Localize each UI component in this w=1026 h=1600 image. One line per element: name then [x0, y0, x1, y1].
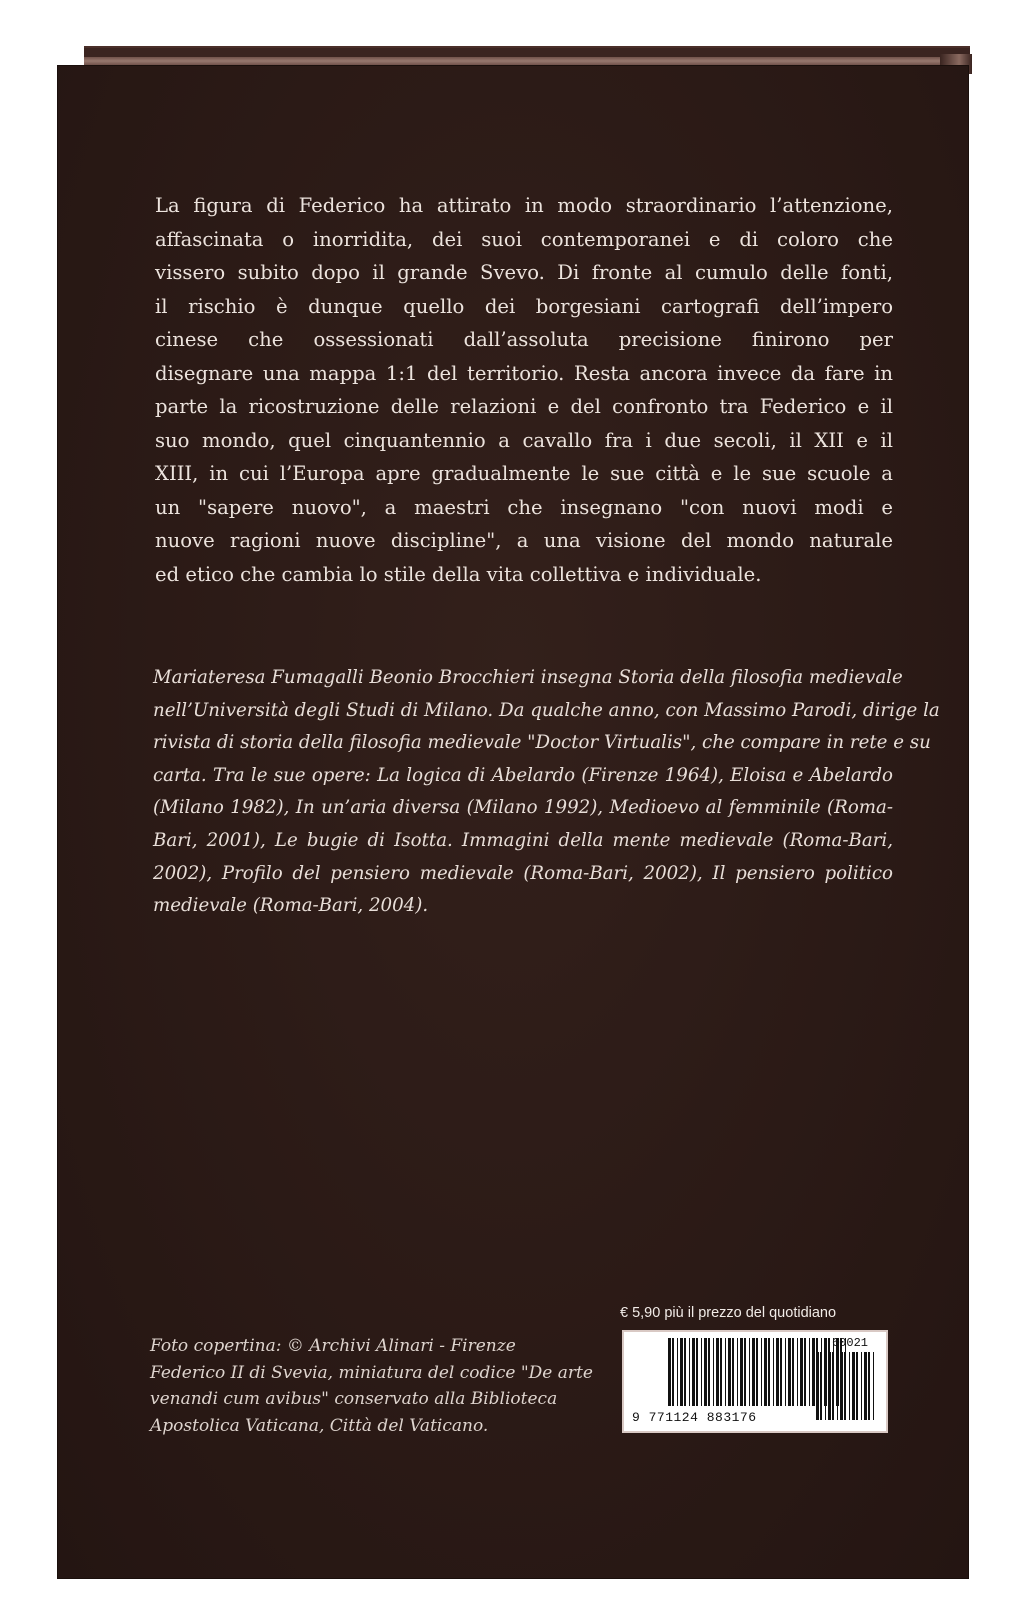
barcode-bar [708, 1338, 710, 1406]
barcode-bar [725, 1338, 726, 1406]
barcode [622, 1330, 888, 1433]
bio-line: carta. Tra le sue opere: La logica di Abelardo (Firenze 1964), Eloisa e Abelardo [153, 764, 893, 786]
barcode-bar [768, 1338, 770, 1406]
bio-line: 2002), Profilo del pensiero medievale (Roma-Bari, 2002), Il pensiero politico [153, 862, 893, 884]
barcode-bar [744, 1338, 746, 1406]
barcode-bar [716, 1338, 719, 1406]
barcode-bar [737, 1338, 738, 1406]
barcode-bar [780, 1338, 782, 1406]
barcode-bar [788, 1338, 791, 1406]
blurb-line: suo mondo, quel cinquantennio a cavallo fra i due secoli, il XII e il [155, 428, 893, 452]
barcode-addon-bars [816, 1352, 876, 1420]
barcode-bar [797, 1338, 798, 1406]
barcode-bar [761, 1338, 762, 1406]
bio-line: Mariateresa Fumagalli Beonio Brocchieri insegna Storia della filosofia medievale [153, 667, 903, 688]
barcode-bar [832, 1352, 834, 1420]
cover-photo-credits [150, 1333, 593, 1439]
credits-line: venandi cum avibus" conservato alla Biblioteca [150, 1389, 558, 1410]
barcode-bar [776, 1338, 779, 1406]
barcode-bar [672, 1338, 674, 1406]
bio-line: rivista di storia della filosofia medievale "Doctor Virtualis", che compare in rete e su [153, 732, 931, 754]
blurb-line: affascinata o inorridita, dei suoi contemporanei e di coloro che [155, 227, 893, 251]
barcode-bar [732, 1338, 734, 1406]
barcode-bar [680, 1338, 683, 1406]
barcode-bar [804, 1338, 806, 1406]
barcode-bar [800, 1338, 803, 1406]
barcode-bar [728, 1338, 731, 1406]
blurb-line: nuove ragioni nuove discipline", a una visione del mondo naturale [155, 529, 893, 552]
barcode-bar [873, 1352, 874, 1420]
barcode-bar [816, 1352, 819, 1420]
blurb-line: un "sapere nuovo", a maestri che insegnano "con nuovi modi e [155, 495, 893, 519]
barcode-bar [820, 1352, 822, 1420]
barcode-bar [868, 1352, 870, 1420]
barcode-bar [704, 1338, 707, 1406]
barcode-number: 9 771124 883176 [632, 1410, 757, 1425]
blurb-line: disegnare una mappa 1:1 del territorio. Resta ancora invece da fare in [155, 361, 893, 385]
barcode-bar [864, 1352, 867, 1420]
credits-line: Foto copertina: © Archivi Alinari - Firenze [150, 1336, 516, 1356]
barcode-bar [852, 1352, 855, 1420]
barcode-bar [677, 1338, 678, 1406]
barcode-bar [740, 1338, 743, 1406]
blurb-line: vissero subito dopo il grande Svevo. Di fronte al cumulo delle fonti, [155, 261, 893, 284]
bio-line: (Milano 1982), In un’aria diversa (Milano 1992), Medioevo al femminile (Roma- [153, 797, 893, 819]
barcode-addon-number: 60021 [831, 1336, 868, 1350]
blurb-line: XIII, in cui l’Europa apre gradualmente le sue città e le sue scuole a [155, 462, 893, 485]
barcode-bar [764, 1338, 767, 1406]
barcode-bar [785, 1338, 786, 1406]
blurb-line: parte la ricostruzione delle relazioni e del confronto tra Federico e il [155, 395, 893, 418]
barcode-bar [701, 1338, 702, 1406]
blurb-line: La figura di Federico ha attirato in modo straordinario l’attenzione, [155, 194, 893, 217]
barcode-bar [684, 1338, 686, 1406]
blurb-line: cinese che ossessionati dall’assoluta precisione finirono per [155, 328, 893, 351]
price-label: € 5,90 più il prezzo del quotidiano [620, 1305, 837, 1321]
barcode-bar [844, 1352, 846, 1420]
bio-line: Bari, 2001), Le bugie di Isotta. Immagini della mente medievale (Roma-Bari, [153, 829, 893, 851]
barcode-bar [752, 1338, 755, 1406]
author-bio [153, 662, 940, 923]
barcode-bar [825, 1352, 826, 1420]
barcode-bar [668, 1338, 671, 1406]
barcode-bar [696, 1338, 698, 1406]
credits-line: Apostolica Vaticana, Città del Vaticano. [150, 1415, 489, 1436]
bio-line: medievale (Roma-Bari, 2004). [153, 895, 429, 917]
barcode-bar [689, 1338, 690, 1406]
blurb-text [155, 189, 893, 591]
barcode-bar [849, 1352, 850, 1420]
barcode-bar [756, 1338, 758, 1406]
barcode-bar [713, 1338, 714, 1406]
barcode-bar [773, 1338, 774, 1406]
barcode-bar [809, 1338, 810, 1406]
credits-line: Federico II di Svevia, miniatura del codice "De arte [150, 1362, 593, 1383]
barcode-bar [812, 1338, 815, 1406]
blurb-line: ed etico che cambia lo stile della vita collettiva e individuale. [155, 562, 762, 586]
barcode-bar [692, 1338, 695, 1406]
barcode-bar [792, 1338, 794, 1406]
barcode-bar [837, 1352, 838, 1420]
barcode-bar [861, 1352, 862, 1420]
bio-line: nell’Università degli Studi di Milano. Da qualche anno, con Massimo Parodi, dirige la [153, 699, 940, 721]
pages-edge-stripe [84, 57, 970, 65]
barcode-bar [856, 1352, 858, 1420]
barcode-bar [828, 1352, 831, 1420]
barcode-bar [749, 1338, 750, 1406]
blurb-line: il rischio è dunque quello dei borgesiani cartografi dell’impero [155, 294, 893, 318]
barcode-bar [720, 1338, 722, 1406]
barcode-bar [840, 1352, 843, 1420]
